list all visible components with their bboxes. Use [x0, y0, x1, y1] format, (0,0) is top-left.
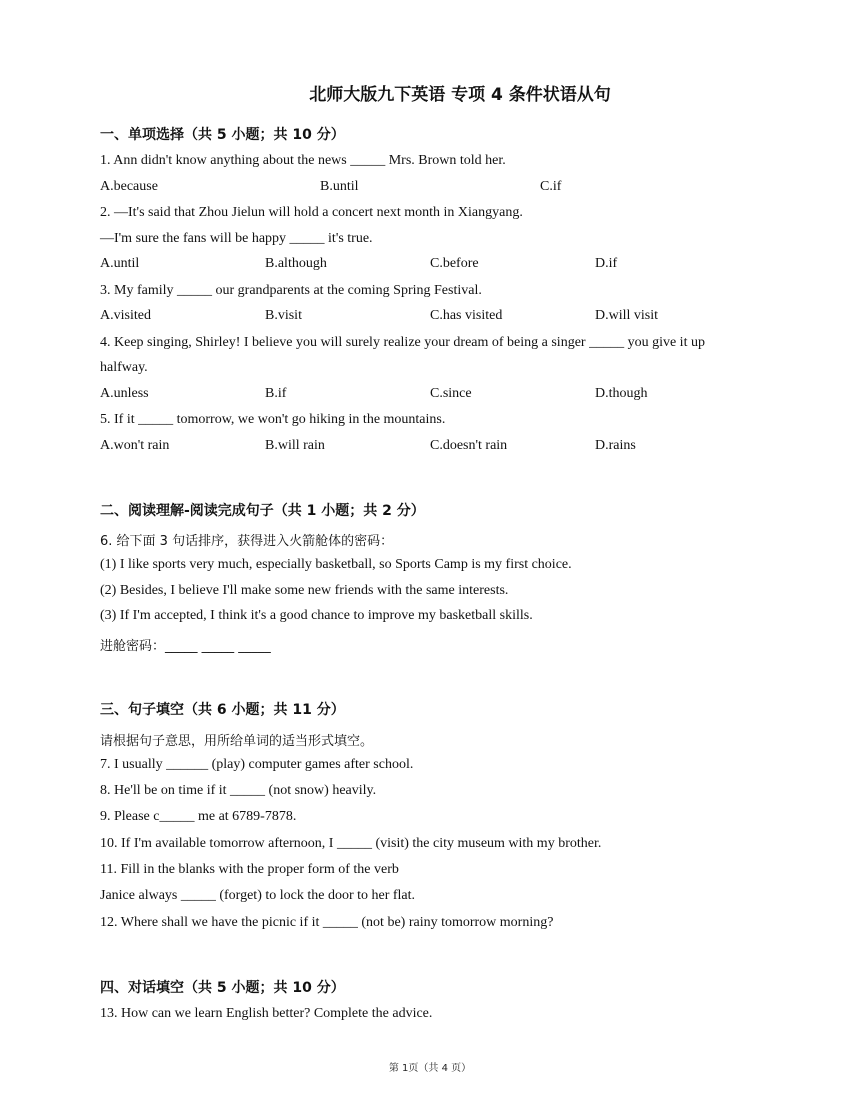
question-3-option-d: D.will visit [595, 308, 659, 323]
page-title: 北师大版九下英语 专项 4 条件状语从句 [309, 85, 611, 105]
question-4-stem-line-1: 4. Keep singing, Shirley! I believe you will surely realize your dream of being a singer _____ you give it up [100, 335, 705, 350]
question-3-option-b: B.visit [265, 308, 302, 323]
question-2-stem-line-1: 2. —It's said that Zhou Jielun will hold a concert next month in Xiangyang. [100, 205, 523, 220]
question-10: 10. If I'm available tomorrow afternoon, I _____ (visit) the city museum with my brother. [100, 836, 602, 851]
question-3-option-c: C.has visited [430, 308, 503, 323]
page-footer: 第 1页（共 4 页） [388, 1063, 472, 1074]
question-12: 12. Where shall we have the picnic if it _____ (not be) rainy tomorrow morning? [100, 915, 554, 930]
question-4-option-a: A.unless [100, 386, 149, 401]
question-9: 9. Please c_____ me at 6789-7878. [100, 809, 297, 824]
question-5-option-b: B.will rain [265, 438, 325, 453]
question-5-option-d: D.rains [595, 438, 636, 453]
question-5-stem: 5. If it _____ tomorrow, we won't go hiking in the mountains. [100, 412, 446, 427]
question-4-option-b: B.if [265, 386, 287, 401]
question-1-option-c: C.if [540, 179, 562, 194]
question-3-stem: 3. My family _____ our grandparents at the coming Spring Festival. [100, 283, 482, 298]
question-2-option-d: D.if [595, 256, 618, 271]
question-11-instruction: 11. Fill in the blanks with the proper form of the verb [100, 862, 399, 877]
question-8: 8. He'll be on time if it _____ (not snow) heavily. [100, 783, 377, 798]
question-4-stem-line-2: halfway. [100, 360, 148, 375]
question-1-option-a: A.because [100, 179, 158, 194]
question-13: 13. How can we learn English better? Complete the advice. [100, 1006, 433, 1021]
question-2-stem-line-2: —I'm sure the fans will be happy _____ it's true. [100, 231, 373, 246]
section-heading-3: 三、句子填空（共 6 小题；共 11 分） [100, 702, 345, 718]
question-6-sentence-2: (2) Besides, I believe I'll make some new friends with the same interests. [100, 583, 509, 598]
section-heading-4: 四、对话填空（共 5 小题；共 10 分） [100, 980, 345, 996]
question-1-stem: 1. Ann didn't know anything about the news _____ Mrs. Brown told her. [100, 153, 506, 168]
section-heading-1: 一、单项选择（共 5 小题；共 10 分） [100, 127, 345, 143]
question-2-option-c: C.before [430, 256, 479, 271]
question-6-answer-line: 进舱密码：_____ _____ _____ [100, 639, 271, 654]
question-5-option-a: A.won't rain [100, 438, 170, 453]
question-5-option-c: C.doesn't rain [430, 438, 508, 453]
question-6-sentence-3: (3) If I'm accepted, I think it's a good chance to improve my basketball skills. [100, 608, 533, 623]
section-heading-2: 二、阅读理解-阅读完成句子（共 1 小题；共 2 分） [100, 503, 425, 519]
question-1-option-b: B.until [320, 179, 359, 194]
question-4-option-c: C.since [430, 386, 472, 401]
question-11-sentence: Janice always _____ (forget) to lock the door to her flat. [100, 888, 416, 903]
question-3-option-a: A.visited [100, 308, 151, 323]
question-4-option-d: D.though [595, 386, 648, 401]
section-3-instruction: 请根据句子意思，用所给单词的适当形式填空。 [100, 734, 374, 749]
question-7: 7. I usually ______ (play) computer games after school. [100, 757, 414, 772]
question-2-option-a: A.until [100, 256, 140, 271]
question-6-sentence-1: (1) I like sports very much, especially basketball, so Sports Camp is my first choice. [100, 557, 572, 572]
question-2-option-b: B.although [265, 256, 327, 271]
question-6-stem: 6. 给下面 3 句话排序，获得进入火箭舱体的密码： [100, 534, 394, 549]
